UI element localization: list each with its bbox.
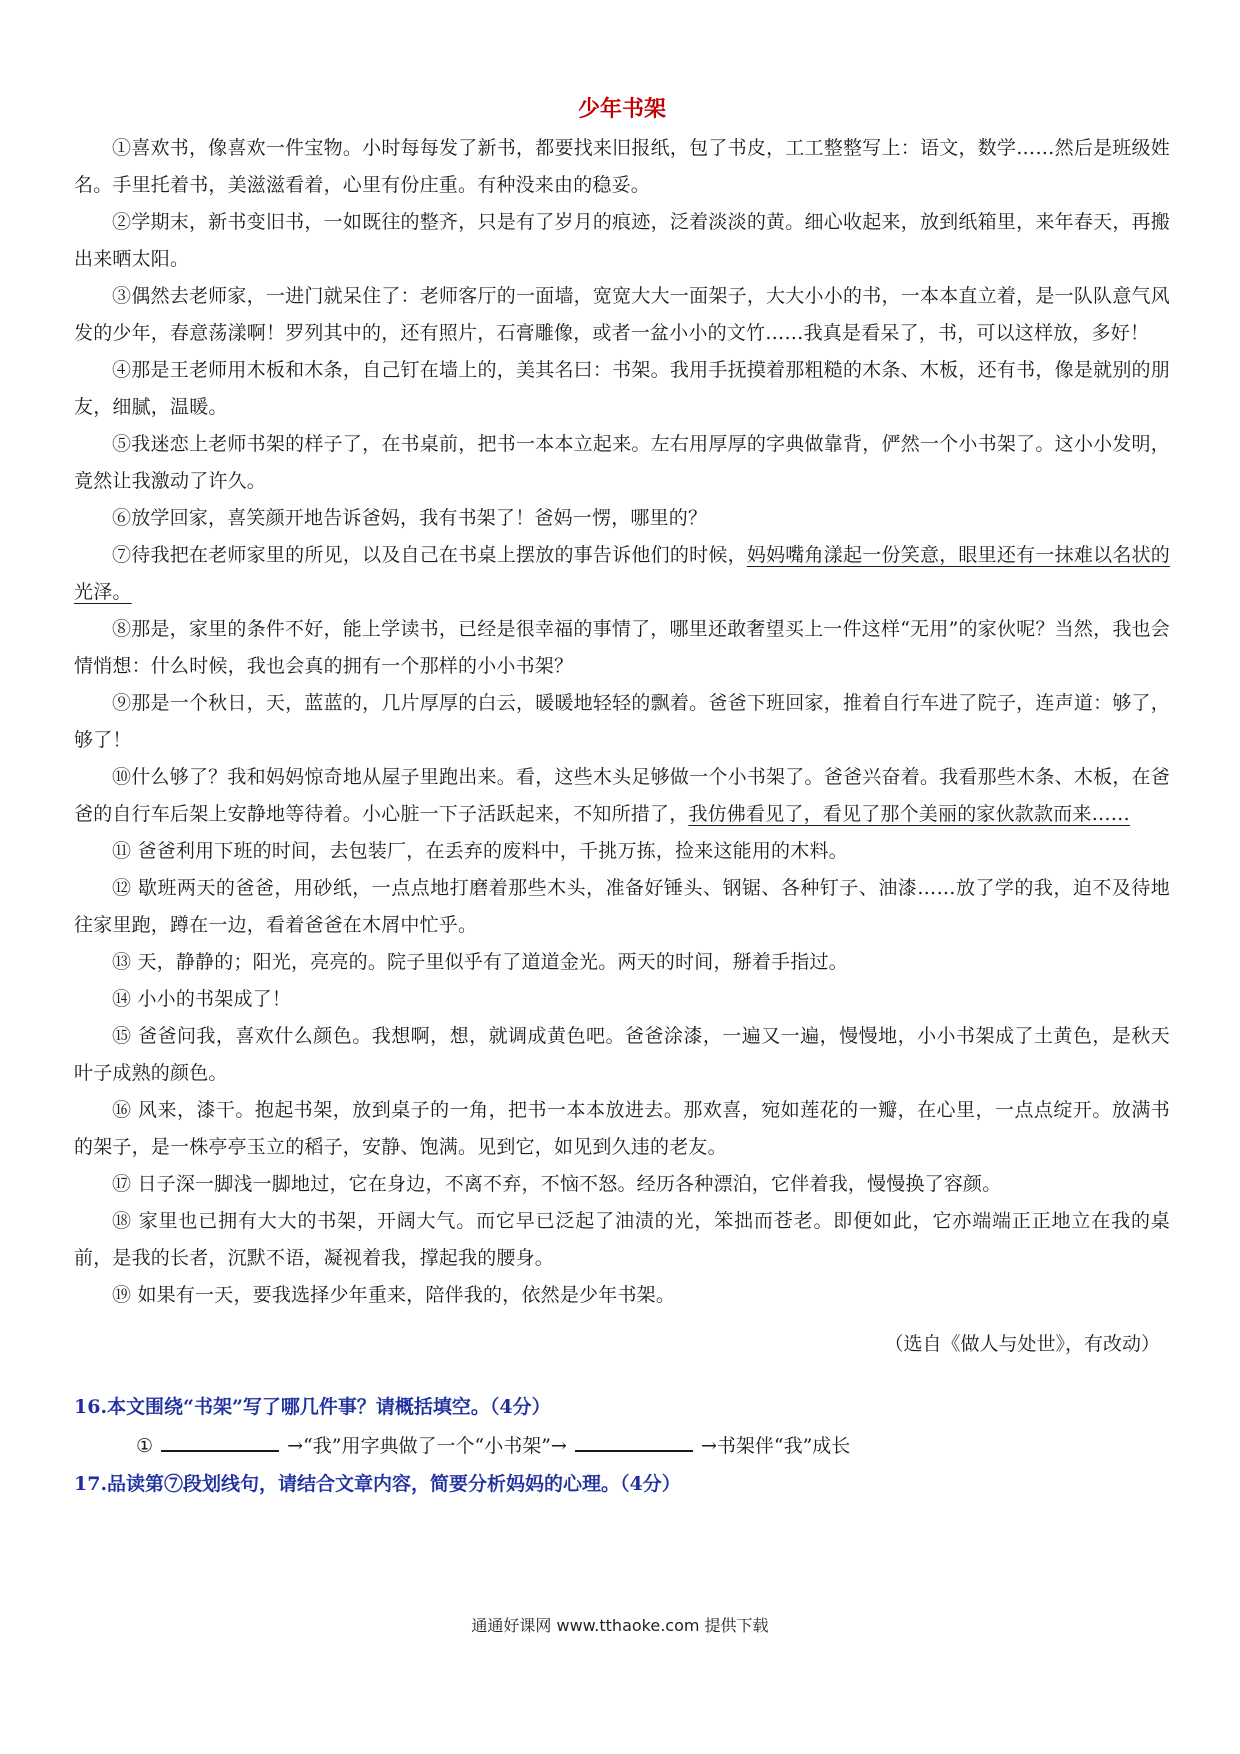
underlined-sentence: 我仿佛看见了，看见了那个美丽的家伙款款而来…… bbox=[688, 803, 1131, 825]
paragraph-text: ④那是王老师用木板和木条，自己钉在墙上的，美其名曰：书架。我用手抚摸着那粗糙的木条、木板，还有书，像是就别的朋友，细腻，温暖。 bbox=[74, 359, 1170, 418]
paragraph-text: ⑫ 歇班两天的爸爸，用砂纸，一点点地打磨着那些木头，准备好锤头、钢锯、各种钉子、油漆……放了学的我，迫不及待地往家里跑，蹲在一边，看着爸爸在木屑中忙乎。 bbox=[74, 877, 1170, 936]
paragraph bbox=[74, 1166, 1170, 1203]
paragraph-text: ⑭ 小小的书架成了！ bbox=[112, 988, 292, 1010]
answer-end: →书架伴“我”成长 bbox=[700, 1435, 851, 1457]
paragraph-text: ⑥放学回家，喜笑颜开地告诉爸妈，我有书架了！爸妈一愣，哪里的？ bbox=[112, 507, 708, 529]
paragraph bbox=[74, 1203, 1170, 1277]
paragraph bbox=[74, 981, 1170, 1018]
paragraph-text: ⑰ 日子深一脚浅一脚地过，它在身边，不离不弃，不恼不怒。经历各种漂泊，它伴着我，慢慢换了容颜。 bbox=[112, 1173, 1002, 1195]
paragraph bbox=[74, 944, 1170, 981]
paragraph-text: ⑬ 天，静静的；阳光，亮亮的。院子里似乎有了道道金光。两天的时间，掰着手指过。 bbox=[112, 951, 848, 973]
answer-blank-2[interactable] bbox=[575, 1432, 693, 1452]
paragraph-text: ②学期末，新书变旧书，一如既往的整齐，只是有了岁月的痕迹，泛着淡淡的黄。细心收起来，放到纸箱里，来年春天，再搬出来晒太阳。 bbox=[74, 211, 1170, 270]
paragraph bbox=[74, 278, 1170, 352]
paragraph bbox=[74, 426, 1170, 500]
question-16-answer-line bbox=[74, 1426, 1170, 1466]
paragraph-text: ⑱ 家里也已拥有大大的书架，开阔大气。而它早已泛起了油渍的光，笨拙而苍老。即便如此，它亦端端正正地立在我的桌前，是我的长者，沉默不语，凝视着我，撑起我的腰身。 bbox=[74, 1210, 1170, 1269]
answer-middle: →“我”用字典做了一个“小书架”→ bbox=[287, 1435, 567, 1457]
paragraph bbox=[74, 352, 1170, 426]
source-note: （选自《做人与处世》，有改动） bbox=[884, 1333, 1160, 1355]
paragraph bbox=[74, 1018, 1170, 1092]
paragraph bbox=[74, 204, 1170, 278]
paragraph bbox=[74, 870, 1170, 944]
document-page bbox=[74, 92, 1170, 1503]
article-title: 少年书架 bbox=[577, 96, 666, 122]
paragraph-text: ⑦待我把在老师家里的所见，以及自己在书桌上摆放的事告诉他们的时候， bbox=[112, 544, 747, 566]
paragraph bbox=[74, 1277, 1170, 1314]
paragraph bbox=[74, 833, 1170, 870]
question-16: 16.本文围绕“书架”写了哪几件事？请概括填空。（4分） bbox=[74, 1396, 551, 1418]
paragraph bbox=[74, 611, 1170, 685]
paragraph-text: ③偶然去老师家，一进门就呆住了：老师客厅的一面墙，宽宽大大一面架子，大大小小的书，一本本直立着，是一队队意气风发的少年，春意荡漾啊！罗列其中的，还有照片，石膏雕像，或者一盆小小的文竹……我真是看呆了，书，可以这样放，多好！ bbox=[74, 285, 1170, 344]
paragraph bbox=[74, 1092, 1170, 1166]
answer-blank-1[interactable] bbox=[161, 1432, 279, 1452]
paragraph-text: ⑤我迷恋上老师书架的样子了，在书桌前，把书一本本立起来。左右用厚厚的字典做靠背，俨然一个小书架了。这小小发明，竟然让我激动了许久。 bbox=[74, 433, 1170, 492]
paragraph-text: ⑮ 爸爸问我，喜欢什么颜色。我想啊，想，就调成黄色吧。爸爸涂漆，一遍又一遍，慢慢地，小小书架成了土黄色，是秋天叶子成熟的颜色。 bbox=[74, 1025, 1170, 1084]
paragraph-text: ⑨那是一个秋日，天，蓝蓝的，几片厚厚的白云，暖暖地轻轻的飘着。爸爸下班回家，推着自行车进了院子，连声道：够了，够了！ bbox=[74, 692, 1170, 751]
underlined-sentence: 妈妈嘴角漾起一份笑意，眼里还有一抹难以名状的光泽。 bbox=[74, 544, 1171, 603]
answer-prefix: ① bbox=[136, 1435, 154, 1457]
paragraph bbox=[74, 130, 1170, 204]
paragraph-text: ⑩什么够了？我和妈妈惊奇地从屋子里跑出来。看，这些木头足够做一个小书架了。爸爸兴奋着。我看那些木条、木板，在爸爸的自行车后架上安静地等待着。小心脏一下子活跃起来，不知所措了， bbox=[74, 766, 1170, 825]
paragraph bbox=[74, 537, 1170, 611]
paragraph bbox=[74, 500, 1170, 537]
paragraph bbox=[74, 685, 1170, 759]
paragraph-text: ⑲ 如果有一天，要我选择少年重来，陪伴我的，依然是少年书架。 bbox=[112, 1284, 676, 1306]
paragraph-text: ⑪ 爸爸利用下班的时间，去包装厂，在丢弃的废料中，千挑万拣，捡来这能用的木料。 bbox=[112, 840, 848, 862]
paragraph bbox=[74, 759, 1170, 833]
paragraph-text: ①喜欢书，像喜欢一件宝物。小时每每发了新书，都要找来旧报纸，包了书皮，工工整整写上：语文，数学……然后是班级姓名。手里托着书，美滋滋看着，心里有份庄重。有种没来由的稳妥。 bbox=[74, 137, 1170, 196]
paragraph-text: ⑯ 风来，漆干。抱起书架，放到桌子的一角，把书一本本放进去。那欢喜，宛如莲花的一瓣，在心里，一点点绽开。放满书的架子，是一株亭亭玉立的稻子，安静、饱满。见到它，如见到久违的老友。 bbox=[74, 1099, 1170, 1158]
page-footer: 通通好课网 www.tthaoke.com 提供下载 bbox=[471, 1616, 769, 1635]
article-body bbox=[74, 130, 1170, 1314]
paragraph-text: ⑧那是，家里的条件不好，能上学读书，已经是很幸福的事情了，哪里还敢奢望买上一件这样“无用”的家伙呢？当然，我也会情悄想：什么时候，我也会真的拥有一个那样的小小书架？ bbox=[74, 618, 1170, 677]
question-17: 17.品读第⑦段划线句，请结合文章内容，简要分析妈妈的心理。（4分） bbox=[74, 1473, 681, 1495]
